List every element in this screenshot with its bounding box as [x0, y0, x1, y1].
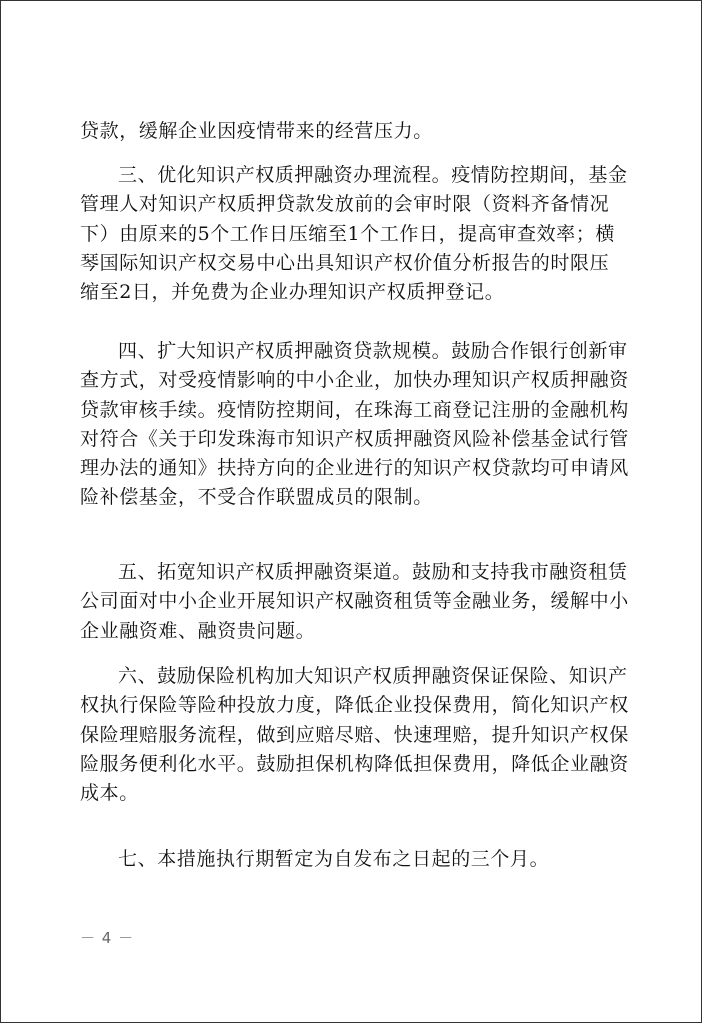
- paragraph-line: 贷款审核手续。疫情防控期间，在珠海工商登记注册的金融机构: [80, 398, 629, 421]
- paragraph-line: 管理人对知识产权质押贷款发放前的会审时限（资料齐备情况: [80, 193, 610, 216]
- paragraph-line: 五、拓宽知识产权质押融资渠道。鼓励和支持我市融资租赁: [118, 561, 628, 583]
- paragraph-line: 琴国际知识产权交易中心出具知识产权价值分析报告的时限压: [80, 251, 610, 274]
- paragraph-line: 对符合《关于印发珠海市知识产权质押融资风险补偿基金试行管: [80, 427, 629, 450]
- paragraph-line: 下）由原来的5个工作日压缩至1个工作日，提高审查效率；横: [80, 222, 615, 245]
- paragraph-line: 七、本措施执行期暂定为自发布之日起的三个月。: [118, 848, 550, 870]
- paragraph-loan-continuation: [80, 117, 632, 146]
- paragraph-line: 保险理赔服务流程，做到应赔尽赔、快速理赔，提升知识产权保: [80, 723, 629, 746]
- paragraph-line: 缩至2日，并免费为企业办理知识产权质押登记。: [80, 281, 505, 304]
- paragraph-line: 权执行保险等险种投放力度，降低企业投保费用，简化知识产权: [80, 694, 629, 717]
- paragraph-line: 成本。: [80, 782, 139, 805]
- paragraph-line: 贷款，缓解企业因疫情带来的经营压力。: [80, 120, 433, 142]
- paragraph-line: 企业融资难、融资贵问题。: [80, 619, 316, 642]
- paragraph-line: 公司面对中小企业开展知识产权融资租赁等金融业务，缓解中小: [80, 590, 629, 613]
- paragraph-line: 三、优化知识产权质押融资办理流程。疫情防控期间，基金: [118, 164, 628, 186]
- paragraph-measure-seven: [80, 845, 632, 874]
- paragraph-measure-four: [80, 337, 632, 513]
- page-number: － 4 －: [80, 929, 135, 947]
- paragraph-line: 四、扩大知识产权质押融资贷款规模。鼓励合作银行创新审: [118, 340, 628, 362]
- paragraph-line: 险补偿基金，不受合作联盟成员的限制。: [80, 486, 433, 509]
- paragraph-measure-five: [80, 558, 632, 646]
- paragraph-line: 理办法的通知》扶持方向的企业进行的知识产权贷款均可申请风: [80, 457, 629, 480]
- paragraph-line: 查方式，对受疫情影响的中小企业，加快办理知识产权质押融资: [80, 369, 629, 392]
- paragraph-measure-three: [80, 161, 632, 307]
- paragraph-line: 险服务便利化水平。鼓励担保机构降低担保费用，降低企业融资: [80, 752, 629, 775]
- paragraph-line: 六、鼓励保险机构加大知识产权质押融资保证保险、知识产: [118, 665, 628, 687]
- paragraph-measure-six: [80, 662, 632, 808]
